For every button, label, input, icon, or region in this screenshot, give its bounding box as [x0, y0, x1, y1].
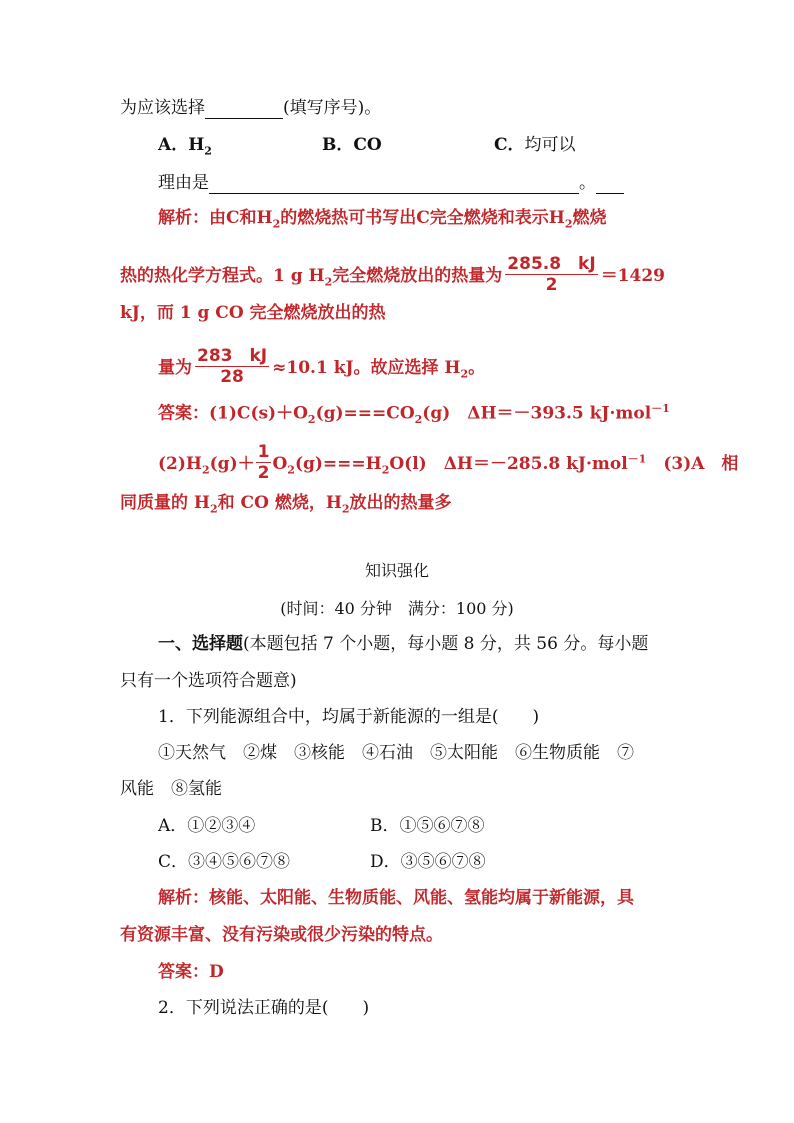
answer-blank: [205, 100, 283, 119]
fraction-285-8-over-2: [505, 254, 597, 295]
subscript: 2: [324, 275, 333, 289]
section-heading-line-2: 只有一个选项符合题意): [120, 671, 297, 691]
fraction-numerator: 1: [257, 442, 270, 462]
fraction-283-over-28: [195, 346, 269, 387]
section-time: (时间：40 分钟 满分：100 分): [280, 599, 514, 618]
question-1-option-c: C．③④⑤⑥⑦⑧: [158, 852, 291, 872]
option-c-text: 均可以: [524, 135, 576, 155]
text-fragment: 量为: [158, 358, 192, 378]
option-b: B．CO: [322, 135, 382, 155]
question-1-analysis-line-1: [158, 887, 634, 909]
answer-line-2: [158, 444, 738, 485]
text-fragment: 热的热化学方程式。1 g H: [120, 266, 325, 286]
subscript: 2: [460, 367, 469, 381]
fraction-numerator: 285.8 kJ: [507, 254, 596, 274]
text-fragment: O(l) ΔH＝－285.8 kJ·mol: [389, 454, 628, 474]
text-fragment: (g)＋: [209, 454, 255, 474]
reason-blank-tail: [596, 175, 624, 194]
answer-label: 答案：: [158, 403, 209, 424]
text-fragment: 完全燃烧放出的热量为: [332, 266, 503, 286]
text-fragment: 核能、太阳能、生物质能、风能、氢能均属于新能源，具: [209, 888, 634, 908]
text-fragment: (g)===H: [294, 454, 382, 474]
text-fragment: (3)A 相: [646, 454, 739, 474]
question-1-option-a: A．①②③④: [158, 816, 256, 836]
analysis-label: 解析：: [158, 208, 209, 228]
fraction-denominator: 2: [257, 463, 270, 483]
heading-bold: 一、选择题: [158, 634, 243, 654]
reason-blank: [209, 175, 579, 194]
text-fragment: 理由是: [158, 173, 209, 193]
subscript: 2: [204, 144, 212, 158]
text-fragment: 的燃烧热可书写出C完全燃烧和表示H: [280, 208, 565, 228]
option-label: A．H: [158, 135, 205, 155]
superscript: －1: [651, 402, 670, 415]
subscript: 2: [341, 502, 350, 516]
question-1-analysis-line-2: 有资源丰富、没有污染或很少污染的特点。: [120, 925, 443, 945]
question-1-option-d: D．③⑤⑥⑦⑧: [370, 852, 486, 872]
question-1-stem: 1．下列能源组合中，均属于新能源的一组是( ): [158, 707, 540, 727]
text-fragment: 。: [579, 173, 596, 193]
analysis-line-1: [158, 207, 607, 235]
answer-label: 答案：: [158, 962, 209, 982]
text-fragment: 同质量的 H: [120, 493, 210, 513]
question-1-items-line-1: ①天然气 ②煤 ③核能 ④石油 ⑤太阳能 ⑥生物质能 ⑦: [158, 743, 634, 763]
fraction-numerator: 283 kJ: [197, 346, 268, 366]
heading-rest: (本题包括 7 个小题，每小题 8 分，共 56 分。每小题: [243, 634, 649, 654]
answer-line-3: [120, 492, 452, 520]
fraction-denominator: 28: [220, 367, 244, 387]
text-fragment: 为应该选择: [120, 98, 205, 118]
analysis-label: 解析：: [158, 888, 209, 908]
text-fragment: 由C和H: [209, 208, 273, 228]
question-2-stem: 2．下列说法正确的是( ): [158, 998, 370, 1018]
text-fragment: 。: [468, 358, 486, 378]
subscript: 2: [381, 463, 390, 477]
analysis-line-4: [158, 348, 485, 389]
section-title: 知识强化: [364, 561, 429, 580]
text-fragment: 放出的热量多: [349, 493, 452, 513]
text-fragment: (2)H: [158, 454, 202, 474]
analysis-line-2: [120, 256, 665, 297]
answer-line-1: [158, 398, 670, 431]
subscript: 2: [287, 463, 295, 477]
text-fragment: (填写序号)。: [283, 98, 382, 118]
fraction-denominator: 2: [545, 275, 558, 295]
subscript: 2: [201, 463, 210, 477]
fraction-one-half: [256, 442, 272, 483]
question-1-option-b: B．①⑤⑥⑦⑧: [370, 816, 485, 836]
subscript: 2: [209, 502, 218, 516]
text-fragment: (g)===CO: [315, 403, 415, 424]
answer-value: D: [209, 962, 224, 982]
question-1-answer: [158, 961, 224, 983]
option-c: C．均可以: [494, 135, 576, 155]
superscript: －1: [627, 452, 647, 466]
section-heading: [158, 633, 648, 655]
option-a: [158, 134, 212, 162]
text-fragment: (g) ΔH＝－393.5 kJ·mol: [422, 403, 652, 424]
text-fragment: 和 CO 燃烧，H: [217, 493, 342, 513]
question-1-items-line-2: 风能 ⑧氢能: [120, 779, 222, 799]
subscript: 2: [564, 217, 573, 231]
text-fragment: (1)C(s)＋O: [209, 403, 308, 424]
subscript: 2: [272, 217, 281, 231]
analysis-line-3: kJ，而 1 g CO 完全燃烧放出的热: [120, 303, 386, 323]
question-continuation: [120, 97, 381, 119]
subscript: 2: [307, 413, 316, 427]
text-fragment: O: [272, 454, 288, 474]
reason-line: [158, 172, 624, 194]
text-fragment: 燃烧: [572, 208, 607, 228]
text-fragment: ＝1429: [600, 266, 666, 286]
subscript: 2: [414, 413, 423, 427]
text-fragment: ≈10.1 kJ。故应选择 H: [272, 358, 461, 378]
